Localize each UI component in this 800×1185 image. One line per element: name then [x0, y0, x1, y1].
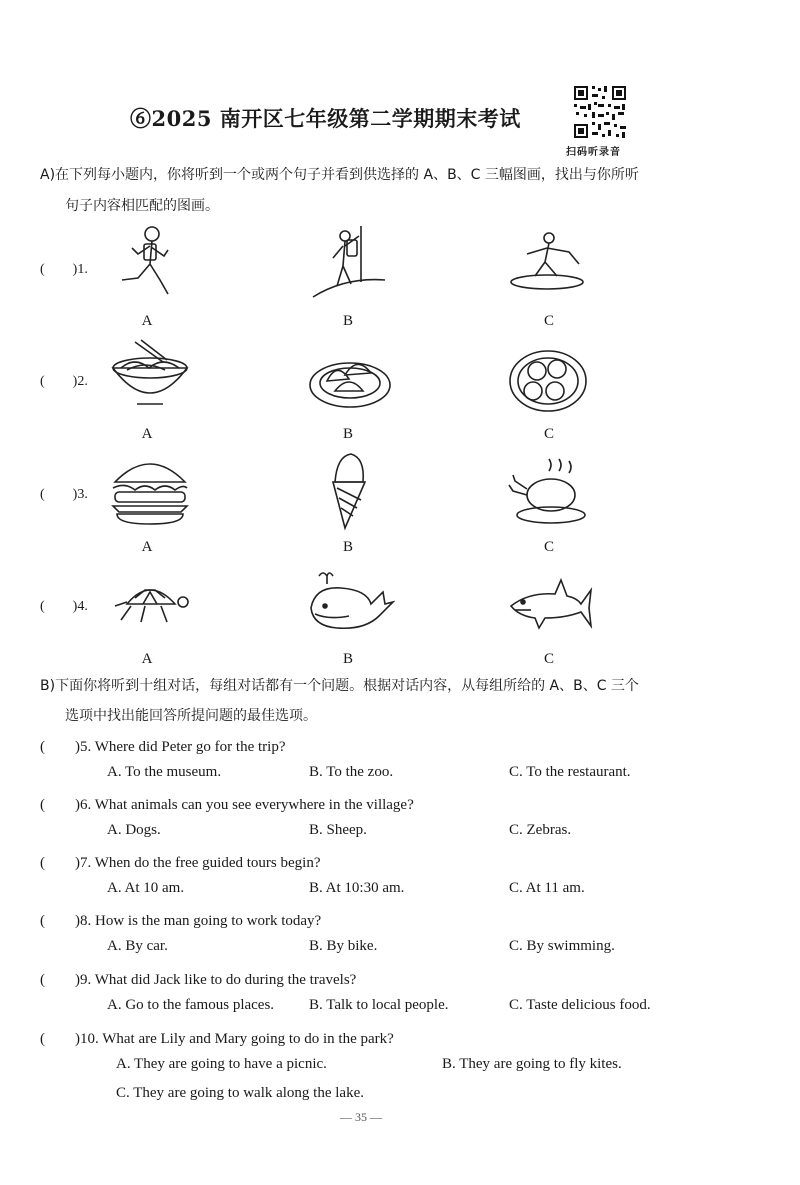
q5-option-c[interactable]: C. To the restaurant.	[509, 764, 631, 780]
page-number: — 35 —	[340, 1110, 382, 1124]
q2-option-c-label: C	[543, 426, 554, 442]
noodle-bowl-picture[interactable]	[105, 338, 195, 418]
q10-option-c[interactable]: C. They are going to walk along the lake.	[116, 1085, 364, 1101]
page-title: ⑥2025 南开区七年级第二学期期末考试	[130, 106, 521, 131]
q6-option-b[interactable]: B. Sheep.	[309, 822, 367, 838]
q3-option-a-label: A	[141, 539, 153, 555]
dumpling-plate-picture[interactable]	[305, 343, 395, 423]
surfer-picture[interactable]	[505, 222, 595, 302]
q8-option-c[interactable]: C. By swimming.	[509, 938, 615, 954]
question-3-number[interactable]: ( )3.	[40, 487, 88, 502]
hiker-picture[interactable]	[305, 222, 395, 302]
runner-picture[interactable]	[108, 222, 198, 302]
question-7-text[interactable]: ( )7. When do the free guided tours begin?	[40, 855, 321, 871]
question-4-number[interactable]: ( )4.	[40, 599, 88, 614]
q7-option-c[interactable]: C. At 11 am.	[509, 880, 585, 896]
qr-code-icon[interactable]	[572, 84, 628, 140]
q2-option-b-label: B	[342, 426, 353, 442]
q2-option-a-label: A	[141, 426, 153, 442]
whale-picture[interactable]	[305, 568, 395, 648]
q8-option-b[interactable]: B. By bike.	[309, 938, 378, 954]
qr-caption: 扫码听录音	[566, 147, 621, 158]
q1-option-b-label: B	[342, 313, 353, 329]
question-9-text[interactable]: ( )9. What did Jack like to do during the travels?	[40, 972, 357, 988]
q9-option-a[interactable]: A. Go to the famous places.	[107, 997, 275, 1013]
q3-option-b-label: B	[342, 539, 353, 555]
q8-option-a[interactable]: A. By car.	[107, 938, 168, 954]
turtle-picture[interactable]	[105, 568, 195, 648]
q4-option-c-label: C	[543, 651, 554, 667]
hamburger-picture[interactable]	[105, 452, 195, 532]
q10-option-a[interactable]: A. They are going to have a picnic.	[116, 1056, 327, 1072]
question-1-number[interactable]: ( )1.	[40, 262, 88, 277]
q5-option-a[interactable]: A. To the museum.	[107, 764, 222, 780]
section-b-instruction: B)下面你将听到十组对话，每组对话都有一个问题。根据对话内容，从每组所给的 A、B、C 三个	[40, 678, 639, 694]
q1-option-a-label: A	[141, 313, 153, 329]
q7-option-a[interactable]: A. At 10 am.	[107, 880, 185, 896]
section-a-instruction-cont: 句子内容相匹配的图画。	[65, 198, 219, 214]
shark-picture[interactable]	[505, 570, 595, 650]
q5-option-b[interactable]: B. To the zoo.	[309, 764, 394, 780]
q3-option-c-label: C	[543, 539, 554, 555]
mooncake-plate-picture[interactable]	[503, 343, 593, 423]
question-8-text[interactable]: ( )8. How is the man going to work today?	[40, 913, 322, 929]
q9-option-c[interactable]: C. Taste delicious food.	[509, 997, 651, 1013]
question-5-text[interactable]: ( )5. Where did Peter go for the trip?	[40, 739, 286, 755]
q10-option-b[interactable]: B. They are going to fly kites.	[442, 1056, 622, 1072]
question-10-text[interactable]: ( )10. What are Lily and Mary going to do in the park?	[40, 1031, 394, 1047]
section-a-instruction: A)在下列每小题内，你将听到一个或两个句子并看到供选择的 A、B、C 三幅图画，找出与你所听	[40, 167, 639, 183]
q1-option-c-label: C	[543, 313, 554, 329]
q6-option-c[interactable]: C. Zebras.	[509, 822, 572, 838]
q6-option-a[interactable]: A. Dogs.	[107, 822, 161, 838]
q4-option-a-label: A	[141, 651, 153, 667]
question-6-text[interactable]: ( )6. What animals can you see everywhere in the village?	[40, 797, 414, 813]
roast-chicken-picture[interactable]	[505, 455, 595, 535]
ice-cream-cone-picture[interactable]	[305, 452, 395, 532]
q9-option-b[interactable]: B. Talk to local people.	[309, 997, 449, 1013]
q7-option-b[interactable]: B. At 10:30 am.	[309, 880, 405, 896]
question-2-number[interactable]: ( )2.	[40, 374, 88, 389]
q4-option-b-label: B	[342, 651, 353, 667]
section-b-instruction-cont: 选项中找出能回答所提问题的最佳选项。	[65, 708, 317, 724]
